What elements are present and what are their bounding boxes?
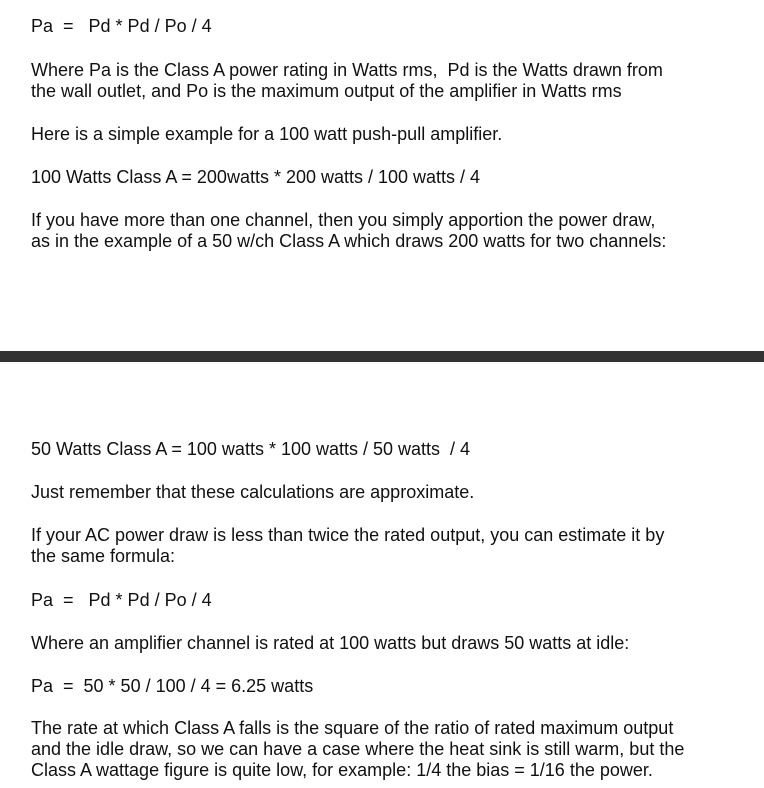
approximation-note: Just remember that these calculations are approximate.	[31, 482, 475, 502]
example-intro-paragraph: Here is a simple example for a 100 watt push-pull amplifier.	[31, 124, 503, 144]
formula-line: Pa = Pd * Pd / Po / 4	[31, 16, 212, 36]
channel-formula-line: 50 Watts Class A = 100 watts * 100 watts / 50 watts / 4	[31, 439, 471, 459]
formula-line-repeat: Pa = Pd * Pd / Po / 4	[31, 590, 212, 610]
definition-paragraph: Where Pa is the Class A power rating in Watts rms, Pd is the Watts drawn from the wall outlet, and Po is the maximum output of the amplifier in Watts rms	[31, 60, 663, 101]
idle-example-formula: Pa = 50 * 50 / 100 / 4 = 6.25 watts	[31, 676, 314, 696]
estimate-paragraph: If your AC power draw is less than twice the rated output, you can estimate it by the same formula:	[31, 525, 665, 566]
multi-channel-paragraph: If you have more than one channel, then you simply apportion the power draw, as in the example of a 50 w/ch Class A which draws 200 watts for two channels:	[31, 210, 667, 251]
example-formula-line: 100 Watts Class A = 200watts * 200 watts / 100 watts / 4	[31, 167, 481, 187]
class-a-falloff-paragraph: The rate at which Class A falls is the square of the ratio of rated maximum output and the idle draw, so we can have a case where the heat sink is still warm, but the Class A wattage figure is quite low, for example: 1/4 the bias = 1/16 the power.	[31, 718, 685, 780]
page-divider	[0, 351, 764, 362]
idle-example-intro: Where an amplifier channel is rated at 100 watts but draws 50 watts at idle:	[31, 633, 630, 653]
document-page-top	[0, 0, 764, 351]
document-page-bottom	[0, 362, 764, 788]
